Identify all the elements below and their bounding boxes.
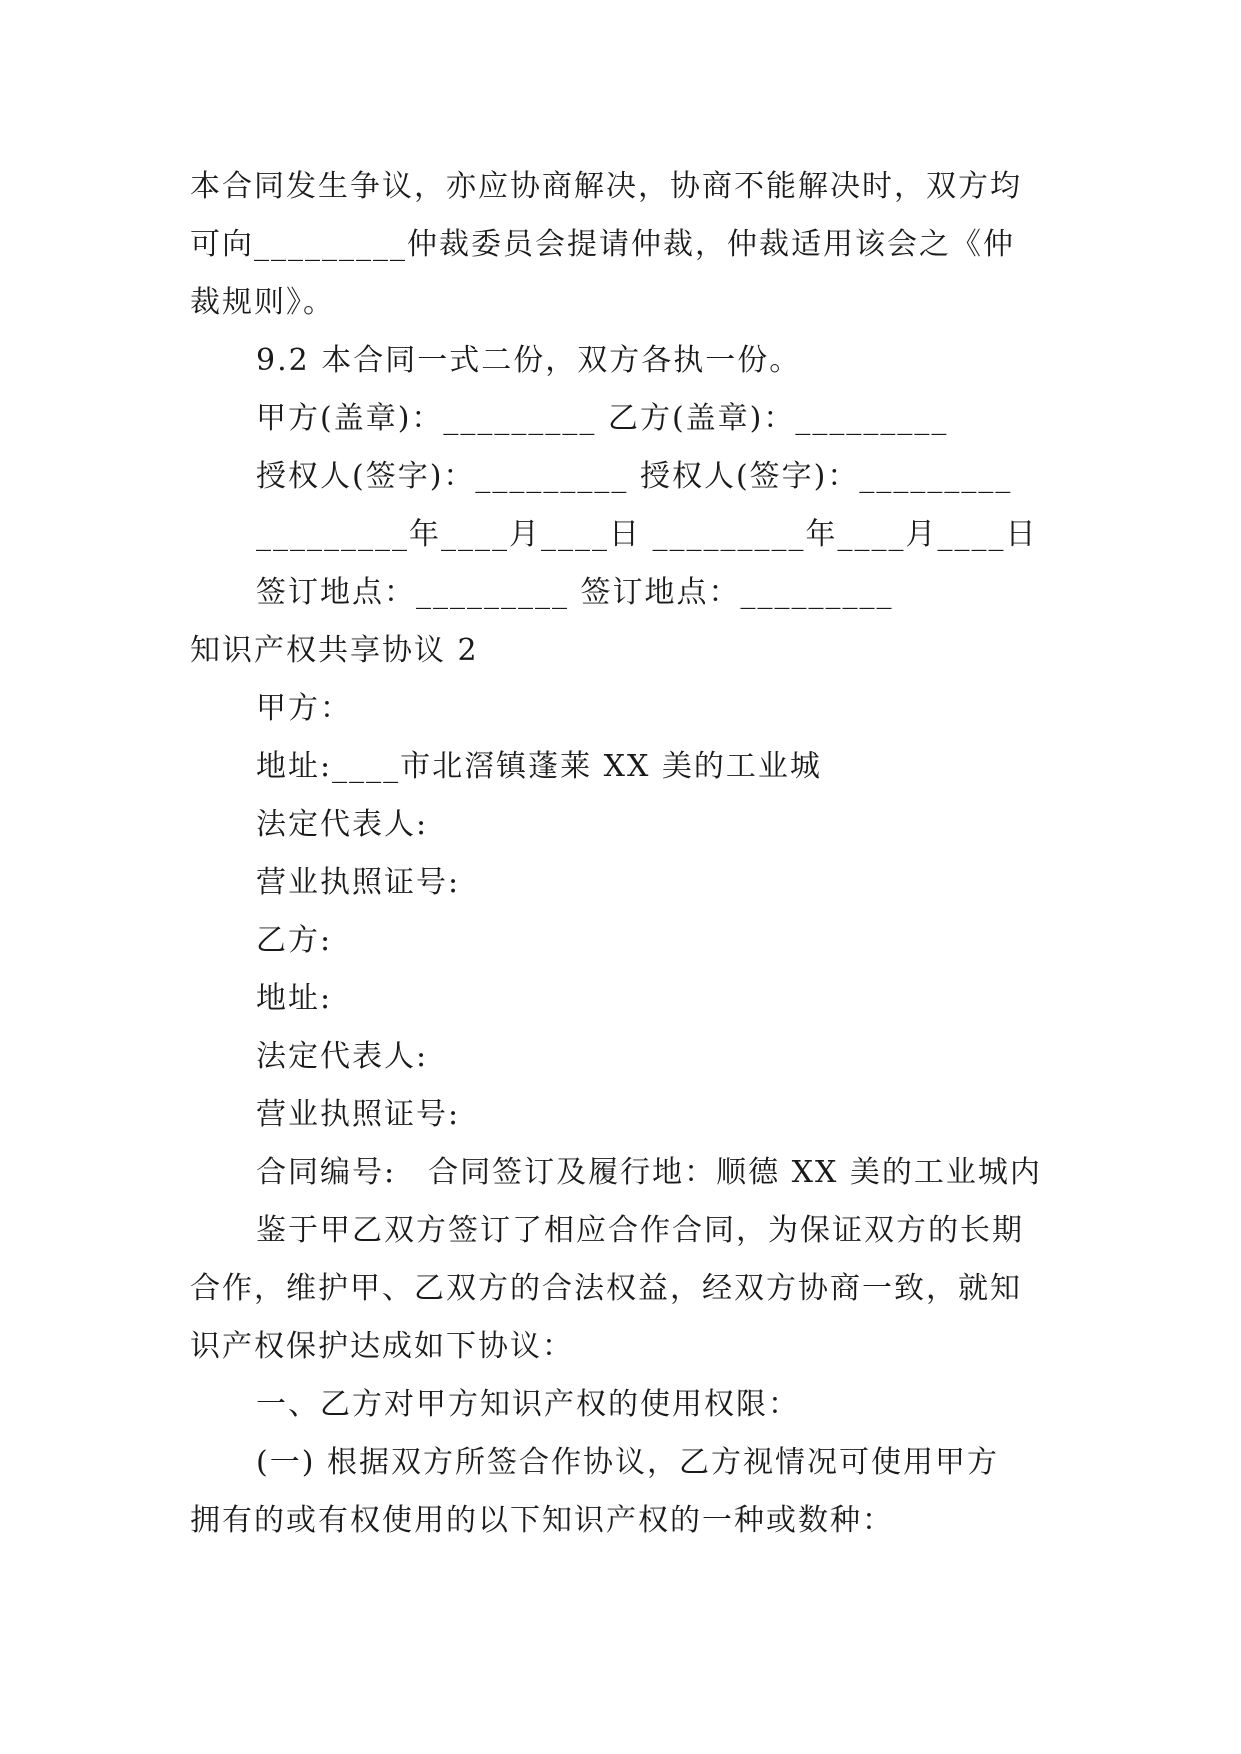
signature-date-line: _________年____月____日 _________年____月____日	[256, 517, 1038, 552]
paragraph-line: 可向_________仲裁委员会提请仲裁，仲裁适用该会之《仲	[190, 227, 1015, 262]
paragraph-line: 裁规则》。	[190, 285, 335, 320]
party-a-representative: 法定代表人:	[256, 807, 429, 842]
subclause-1: (一) 根据双方所签合作协议，乙方视情况可使用甲方	[256, 1445, 999, 1480]
paragraph-line: 本合同发生争议，亦应协商解决，协商不能解决时，双方均	[190, 169, 1022, 204]
party-a-license: 营业执照证号:	[256, 865, 461, 900]
paragraph-line: 鉴于甲乙双方签订了相应合作合同，为保证双方的长期	[256, 1213, 1024, 1248]
party-a-label: 甲方：	[256, 691, 352, 726]
paragraph-line: 拥有的或有权使用的以下知识产权的一种或数种：	[190, 1503, 894, 1538]
party-b-representative: 法定代表人:	[256, 1039, 429, 1074]
party-b-address: 地址:	[256, 981, 333, 1016]
clause-9-2: 9.2 本合同一式二份，双方各执一份。	[256, 343, 802, 378]
section-title: 知识产权共享协议 2	[190, 633, 479, 668]
signature-seal-line: 甲方(盖章)：_________ 乙方(盖章)：_________	[256, 401, 949, 436]
paragraph-line: 识产权保护达成如下协议：	[190, 1329, 574, 1364]
party-b-label: 乙方:	[256, 923, 333, 958]
signature-authorized-line: 授权人(签字)：_________ 授权人(签字)：_________	[256, 459, 1013, 494]
party-b-license: 营业执照证号:	[256, 1097, 461, 1132]
paragraph-line: 合作，维护甲、乙双方的合法权益，经双方协商一致，就知	[190, 1271, 1022, 1306]
party-a-address: 地址:____市北滘镇蓬莱 XX 美的工业城	[256, 749, 822, 784]
contract-number-line: 合同编号: 合同签订及履行地：顺德 XX 美的工业城内	[256, 1155, 1042, 1190]
section-heading-1: 一、乙方对甲方知识产权的使用权限：	[256, 1387, 800, 1422]
signature-place-line: 签订地点：_________ 签订地点：_________	[256, 575, 894, 610]
